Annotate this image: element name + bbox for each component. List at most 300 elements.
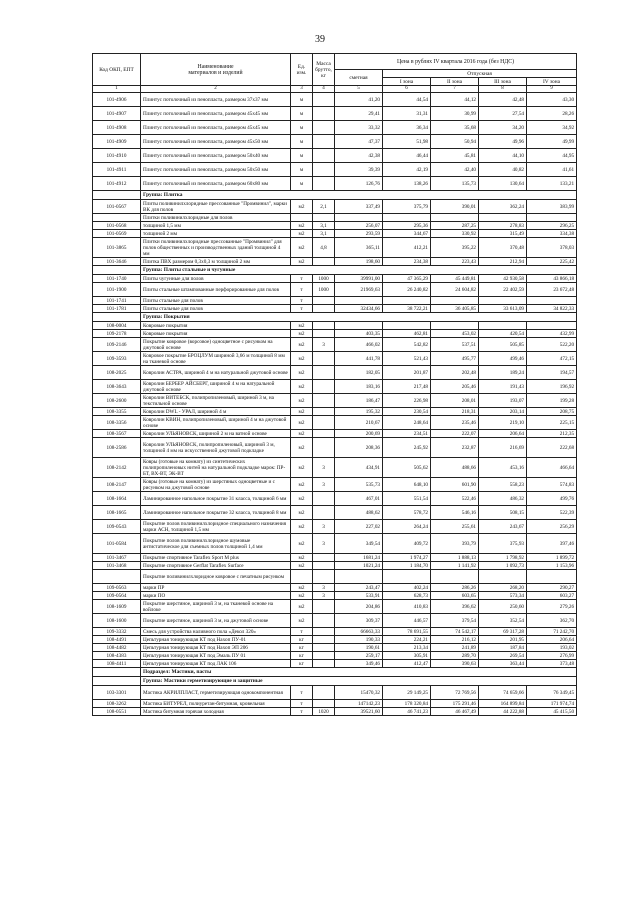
price-zone4-cell: 574,83 [527, 478, 577, 492]
price-smetnaya-cell: 204,86 [335, 600, 383, 614]
col-unit-line2: изм. [296, 69, 307, 76]
price-zone1-cell: 46 741,23 [383, 708, 431, 716]
price-zone4-cell: 383,99 [527, 200, 577, 214]
code-cell: 108-1609 [93, 600, 141, 614]
unit-cell: м [291, 163, 313, 177]
price-smetnaya-cell: 183,16 [335, 380, 383, 394]
price-zone1-cell: 446,57 [383, 614, 431, 628]
price-zone2-cell: 45,81 [431, 149, 479, 163]
name-cell: Ламинированное напольное покрытие 32 класса, толщиной 8 мм [141, 506, 291, 520]
table-body [93, 93, 577, 716]
price-zone2-cell: 495,77 [431, 352, 479, 366]
mass-cell: 3 [313, 584, 335, 592]
price-zone1-cell: 521,43 [383, 352, 431, 366]
code-cell: 108-1600 [93, 614, 141, 628]
table-row [93, 570, 577, 584]
price-zone4-cell: 43 866,18 [527, 275, 577, 283]
unit-cell: т [291, 700, 313, 708]
price-zone3-cell: 370,48 [479, 238, 527, 258]
price-zone3-cell [479, 322, 527, 330]
unit-cell: м2 [291, 366, 313, 380]
mass-cell [313, 163, 335, 177]
price-smetnaya-cell: 32434,66 [335, 305, 383, 313]
price-zone3-cell: 74 659,66 [479, 686, 527, 700]
price-zone2-cell: 35,68 [431, 121, 479, 135]
price-zone3-cell: 49,96 [479, 135, 527, 149]
price-zone4-cell: 373,48 [527, 660, 577, 668]
mass-cell [313, 121, 335, 135]
price-table [92, 53, 577, 716]
table-row [93, 708, 577, 716]
name-cell: Плиты поливинилхлоридные прессованные "Промвинил", марки ВК для полов [141, 200, 291, 214]
price-zone3-cell: 69 317,28 [479, 628, 527, 636]
price-smetnaya-cell: 147142,23 [335, 700, 383, 708]
name-cell: Плиты стальные для полов [141, 297, 291, 305]
unit-cell: м2 [291, 554, 313, 562]
table-row [93, 506, 577, 520]
unit-cell: м2 [291, 230, 313, 238]
price-zone1-cell: 42,19 [383, 163, 431, 177]
price-zone1-cell [383, 297, 431, 305]
unit-cell: кг [291, 660, 313, 668]
table-row [93, 592, 577, 600]
price-zone2-cell [431, 322, 479, 330]
unit-cell: м2 [291, 458, 313, 478]
unit-cell: м2 [291, 238, 313, 258]
mass-cell: 3,1 [313, 230, 335, 238]
price-zone4-cell [527, 570, 577, 584]
price-zone3-cell: 363,44 [479, 660, 527, 668]
name-cell: Плинтус потолочный из пенопласта, размером 45х45 мм [141, 121, 291, 135]
table-row [93, 322, 577, 330]
price-zone4-cell: 28,26 [527, 107, 577, 121]
price-zone1-cell: 578,72 [383, 506, 431, 520]
table-row [93, 163, 577, 177]
price-zone3-cell [479, 297, 527, 305]
code-cell: 109-0543 [93, 520, 141, 534]
name-cell: Покрытие поливинилхлоридное ковровое с печатным рисунком [141, 570, 291, 584]
col-zone1-header: I зона [383, 78, 431, 86]
price-zone2-cell: 379,54 [431, 614, 479, 628]
name-cell: Ковровые покрытия [141, 322, 291, 330]
mass-cell: 3 [313, 458, 335, 478]
price-zone2-cell: 453,02 [431, 330, 479, 338]
price-zone1-cell: 409,72 [383, 534, 431, 554]
price-zone2-cell: 603,65 [431, 592, 479, 600]
mass-cell [313, 438, 335, 458]
unit-cell: м2 [291, 492, 313, 506]
price-zone4-cell: 41,61 [527, 163, 577, 177]
price-smetnaya-cell: 39521,60 [335, 708, 383, 716]
mass-cell [313, 492, 335, 506]
table-row [93, 297, 577, 305]
name-cell: Смесь для устройства наливного пола «Декол 320» [141, 628, 291, 636]
price-zone1-cell: 44,54 [383, 93, 431, 107]
price-zone2-cell: 395,22 [431, 238, 479, 258]
name-cell: Цепьтурная тонирующая КТ под ЛАК 106 [141, 660, 291, 668]
price-smetnaya-cell: 208,36 [335, 438, 383, 458]
price-smetnaya-cell: 190,33 [335, 636, 383, 644]
table-row [93, 430, 577, 438]
code-cell: 101-4910 [93, 149, 141, 163]
name-cell: Покрытие полов поливинилхлоридное специального назначения марки АСН, толщиной 1,5 мм [141, 520, 291, 534]
price-zone4-cell: 362,70 [527, 614, 577, 628]
unit-cell: м2 [291, 338, 313, 352]
code-cell: 108-4383 [93, 652, 141, 660]
price-zone3-cell: 219,10 [479, 416, 527, 430]
col-code-label: Код ОКП, ЕПТ [99, 66, 134, 73]
mass-cell [313, 416, 335, 430]
price-smetnaya-cell [335, 297, 383, 305]
price-zone2-cell [431, 297, 479, 305]
unit-cell: м [291, 149, 313, 163]
price-zone1-cell: 213,34 [383, 644, 431, 652]
mass-cell [313, 366, 335, 380]
price-zone3-cell: 42 930,58 [479, 275, 527, 283]
price-zone4-cell: 199,28 [527, 394, 577, 408]
price-smetnaya-cell: 259,17 [335, 652, 383, 660]
price-smetnaya-cell: 227,02 [335, 520, 383, 534]
name-cell: Цепьтурная тонирующая КТ под Эмаль ПУ 01 [141, 652, 291, 660]
mass-cell: 3 [313, 338, 335, 352]
price-zone3-cell: 44 222,88 [479, 708, 527, 716]
price-zone4-cell: 43,30 [527, 93, 577, 107]
name-cell: Мастика битумная горячая холодная [141, 708, 291, 716]
price-smetnaya-cell: 1021,24 [335, 562, 383, 570]
name-cell: Ковролин КВИН, полипропиленовый, шириной 4 м на джутовой основе [141, 416, 291, 430]
price-zone4-cell [527, 214, 577, 222]
mass-cell [313, 636, 335, 644]
mass-cell [313, 297, 335, 305]
price-zone3-cell: 558,23 [479, 478, 527, 492]
price-zone4-cell: 208,75 [527, 408, 577, 416]
unit-cell: кг [291, 652, 313, 660]
price-zone1-cell: 38 722,21 [383, 305, 431, 313]
price-zone2-cell: 30,99 [431, 107, 479, 121]
name-cell: Ковролин УЛЬЯНОВСК, шириной 2 м на ватной основе [141, 430, 291, 438]
unit-cell: м2 [291, 614, 313, 628]
price-zone3-cell: 130,64 [479, 177, 527, 191]
price-smetnaya-cell: 365,11 [335, 238, 383, 258]
price-zone1-cell: 628,73 [383, 592, 431, 600]
price-zone1-cell: 26 240,82 [383, 283, 431, 297]
table-row [93, 644, 577, 652]
price-title: Цена в рублях IV квартала 2016 года (без НДС) [335, 54, 577, 70]
price-zone2-cell: 175 291,46 [431, 700, 479, 708]
price-zone2-cell [431, 570, 479, 584]
price-zone3-cell: 250,60 [479, 600, 527, 614]
price-smetnaya-cell: 29,41 [335, 107, 383, 121]
code-cell: 108-4411 [93, 660, 141, 668]
column-index-row [93, 86, 577, 93]
price-smetnaya-cell: 533,91 [335, 592, 383, 600]
group-title: Группа: Покрытия [141, 313, 577, 322]
price-zone1-cell: 305,91 [383, 652, 431, 660]
price-zone1-cell: 31,31 [383, 107, 431, 121]
table-row [93, 628, 577, 636]
unit-cell: т [291, 275, 313, 283]
price-zone2-cell: 218,31 [431, 408, 479, 416]
unit-cell: т [291, 283, 313, 297]
table-row [93, 660, 577, 668]
name-cell: Покрытие шерстяное, шириной 3 м, на джутовой основе [141, 614, 291, 628]
col-zone4-header: IV зона [527, 78, 577, 86]
name-cell: Цепьтурная тонирующая КТ под Нахоп ПУ-01 [141, 636, 291, 644]
mass-cell [313, 135, 335, 149]
mass-cell: 3 [313, 592, 335, 600]
mass-cell [313, 177, 335, 191]
code-cell: 101-4906 [93, 93, 141, 107]
price-zone1-cell: 234,38 [383, 258, 431, 266]
name-cell: Покрытие спортивное Gerflat Taraflex Surface [141, 562, 291, 570]
code-cell: 101-3865 [93, 238, 141, 258]
price-zone4-cell: 194,57 [527, 366, 577, 380]
price-zone4-cell: 432,99 [527, 330, 577, 338]
code-cell: 108-3262 [93, 700, 141, 708]
name-cell: Плиты чугунные для полов [141, 275, 291, 283]
code-cell: 101-1741 [93, 297, 141, 305]
price-zone1-cell: 46,44 [383, 149, 431, 163]
price-smetnaya-cell: 434,91 [335, 458, 383, 478]
code-cell: 108-2142 [93, 458, 141, 478]
price-zone4-cell: 290,27 [527, 584, 577, 592]
table-row [93, 584, 577, 592]
code-cell: 101-3468 [93, 562, 141, 570]
unit-cell: м2 [291, 408, 313, 416]
price-zone2-cell: 287,25 [431, 222, 479, 230]
name-cell: Покрытие шерстяное, шириной 3 м, на тканевой основе на войлоке [141, 600, 291, 614]
price-zone2-cell: 42,40 [431, 163, 479, 177]
price-smetnaya-cell: 198,60 [335, 258, 383, 266]
name-cell: Ковровое покрытие БРОЦЛУМ шириной 3,66 м толщиной 8 мм на тканевой основе [141, 352, 291, 366]
col-unit-line1: Ед. [297, 63, 306, 70]
unit-cell: т [291, 305, 313, 313]
mass-cell [313, 305, 335, 313]
unit-cell: кг [291, 644, 313, 652]
price-smetnaya-cell: 309,37 [335, 614, 383, 628]
price-zone3-cell [479, 570, 527, 584]
price-zone4-cell: 1 899,72 [527, 554, 577, 562]
name-cell: Ковролин БЕРБЕР АЙСБЕРГ, шириной 4 м на натуральной джутовой основе [141, 380, 291, 394]
unit-cell: м [291, 121, 313, 135]
price-zone2-cell: 286,26 [431, 584, 479, 592]
code-cell: 101-1781 [93, 305, 141, 313]
price-zone3-cell: 42,48 [479, 93, 527, 107]
price-zone1-cell: 51,98 [383, 135, 431, 149]
table-row [93, 652, 577, 660]
name-cell: Плинтус потолочный из пенопласта, размером 50х50 мм [141, 163, 291, 177]
price-zone3-cell: 191,43 [479, 380, 527, 394]
table-row [93, 135, 577, 149]
col-zone3-header: III зона [479, 78, 527, 86]
code-cell: 108-4491 [93, 636, 141, 644]
price-smetnaya-cell: 42,38 [335, 149, 383, 163]
unit-cell: м2 [291, 222, 313, 230]
price-zone3-cell: 27,54 [479, 107, 527, 121]
mass-cell: 3 [313, 520, 335, 534]
code-cell: 108-4482 [93, 644, 141, 652]
price-smetnaya-cell: 47,37 [335, 135, 383, 149]
unit-cell: кг [291, 636, 313, 644]
price-zone3-cell: 40,82 [479, 163, 527, 177]
unit-cell: м2 [291, 562, 313, 570]
price-zone2-cell: 235,46 [431, 416, 479, 430]
price-smetnaya-cell: 21969,63 [335, 283, 383, 297]
col-mass-header [313, 54, 335, 86]
unit-cell: м [291, 107, 313, 121]
mass-cell [313, 506, 335, 520]
price-zone3-cell: 33 613,09 [479, 305, 527, 313]
price-zone3-cell: 486,32 [479, 492, 527, 506]
price-zone2-cell: 36 405,85 [431, 305, 479, 313]
code-cell: 108-0551 [93, 708, 141, 716]
name-cell: марки ПР [141, 584, 291, 592]
price-zone4-cell: 522,39 [527, 506, 577, 520]
unit-cell: м2 [291, 430, 313, 438]
price-zone4-cell: 196,92 [527, 380, 577, 394]
price-smetnaya-cell: 126,76 [335, 177, 383, 191]
price-zone4-cell: 23 672,48 [527, 283, 577, 297]
group-code-cell [93, 668, 141, 677]
table-row [93, 562, 577, 570]
mass-cell: 1000 [313, 275, 335, 283]
price-zone2-cell: 1 888,13 [431, 554, 479, 562]
group-row [93, 191, 577, 200]
mass-cell [313, 322, 335, 330]
price-zone3-cell: 352,54 [479, 614, 527, 628]
price-zone1-cell: 295,36 [383, 222, 431, 230]
code-cell: 101-3646 [93, 258, 141, 266]
price-smetnaya-cell: 1681,24 [335, 554, 383, 562]
mass-cell [313, 408, 335, 416]
name-cell: Ковры (готовые на комнату) из синтетических полипропиленовых нитей на натуральной подкладке марок: ПР-БТ, ВХ-ВТ, ЭК-ВТ [141, 458, 291, 478]
price-zone1-cell: 138,26 [383, 177, 431, 191]
table-row [93, 686, 577, 700]
price-zone1-cell: 47 365,29 [383, 275, 431, 283]
mass-cell [313, 652, 335, 660]
table-row [93, 636, 577, 644]
code-cell: 108-0004 [93, 322, 141, 330]
price-smetnaya-cell: 210,67 [335, 416, 383, 430]
mass-cell: 4,8 [313, 238, 335, 258]
name-cell: Мастика АКРИЛПЛАСТ, герметизирующая однокомпонентная [141, 686, 291, 700]
mass-cell [313, 149, 335, 163]
price-zone1-cell: 234,51 [383, 430, 431, 438]
price-zone1-cell [383, 214, 431, 222]
price-zone2-cell: 330,92 [431, 230, 479, 238]
code-cell: 109-0564 [93, 592, 141, 600]
column-index: 9 [527, 86, 577, 93]
price-zone4-cell: 71 242,70 [527, 628, 577, 636]
group-title: Группа: Плиты стальные и чугунные [141, 266, 577, 275]
price-zone3-cell: 278,83 [479, 222, 527, 230]
name-cell: Покрытие ковровое (ворсовое) одноцветное с рисунком на джутовой основе [141, 338, 291, 352]
col-unit-header [291, 54, 313, 86]
code-cell: 108-2147 [93, 478, 141, 492]
price-zone2-cell: 393,79 [431, 534, 479, 554]
price-smetnaya-cell: 441,78 [335, 352, 383, 366]
price-zone4-cell: 222,68 [527, 438, 577, 458]
price-zone2-cell: 50,94 [431, 135, 479, 149]
name-cell: Ковролин ВИТЕБСК, полипропиленовый, шириной 3 м, на текстильной основе [141, 394, 291, 408]
price-zone3-cell: 243,67 [479, 520, 527, 534]
price-zone2-cell: 390,01 [431, 200, 479, 214]
price-zone4-cell: 206,64 [527, 636, 577, 644]
group-title: Группа: Плитка [141, 191, 577, 200]
mass-cell: 2,1 [313, 200, 335, 214]
name-cell: Покрытие спортивное Taraflex Sport M plus [141, 554, 291, 562]
price-zone2-cell: 46 467,49 [431, 708, 479, 716]
mass-cell [313, 258, 335, 266]
name-cell: Ковролин АСТРА, шириной 4 м на натуральной джутовой основе [141, 366, 291, 380]
table-row [93, 380, 577, 394]
price-zone3-cell: 212,94 [479, 258, 527, 266]
mass-cell [313, 700, 335, 708]
price-smetnaya-cell: 39,39 [335, 163, 383, 177]
price-smetnaya-cell [335, 322, 383, 330]
price-zone2-cell: 208,01 [431, 394, 479, 408]
code-cell [93, 570, 141, 584]
mass-cell: 3 [313, 478, 335, 492]
table-row [93, 93, 577, 107]
mass-cell [313, 614, 335, 628]
mass-cell [313, 562, 335, 570]
price-zone1-cell: 375,79 [383, 200, 431, 214]
column-index: 4 [313, 86, 335, 93]
price-smetnaya-cell: 466,02 [335, 338, 383, 352]
code-cell: 108-1664 [93, 492, 141, 506]
mass-cell: 3,1 [313, 222, 335, 230]
mass-cell: 1020 [313, 708, 335, 716]
price-zone2-cell: 1 141,92 [431, 562, 479, 570]
table-row [93, 222, 577, 230]
table-row [93, 478, 577, 492]
price-zone2-cell [431, 214, 479, 222]
table-row [93, 258, 577, 266]
column-index: 5 [335, 86, 383, 93]
price-zone4-cell: 76 349,45 [527, 686, 577, 700]
price-smetnaya-cell: 243,47 [335, 584, 383, 592]
code-cell: 103-3301 [93, 686, 141, 700]
price-smetnaya-cell: 66663,33 [335, 628, 383, 636]
price-smetnaya-cell: 349,46 [335, 660, 383, 668]
price-zone1-cell: 36,34 [383, 121, 431, 135]
price-smetnaya-cell: 349,54 [335, 534, 383, 554]
code-cell: 101-1900 [93, 283, 141, 297]
price-zone3-cell: 206,64 [479, 430, 527, 438]
code-cell: 101-0567 [93, 200, 141, 214]
code-cell: 101-0584 [93, 534, 141, 554]
price-zone1-cell: 201,87 [383, 366, 431, 380]
column-index: 6 [383, 86, 431, 93]
price-zone2-cell: 522,46 [431, 492, 479, 506]
code-cell: 101-0568 [93, 222, 141, 230]
price-zone3-cell: 187,84 [479, 644, 527, 652]
group-code-cell [93, 266, 141, 275]
table-row [93, 700, 577, 708]
name-cell: Ковролин DWL - УРАЛ, шириной 4 м [141, 408, 291, 416]
mass-cell [313, 430, 335, 438]
unit-cell: м2 [291, 592, 313, 600]
unit-cell: м [291, 93, 313, 107]
name-cell: Плитка ПВХ размером 0,3х0,3 м толщиной 2 мм [141, 258, 291, 266]
table-row [93, 614, 577, 628]
price-smetnaya-cell: 200,69 [335, 430, 383, 438]
price-zone1-cell: 542,82 [383, 338, 431, 352]
col-mass-line2: брутто, [315, 66, 332, 73]
price-zone2-cell: 24 604,82 [431, 283, 479, 297]
mass-cell: 3 [313, 534, 335, 554]
